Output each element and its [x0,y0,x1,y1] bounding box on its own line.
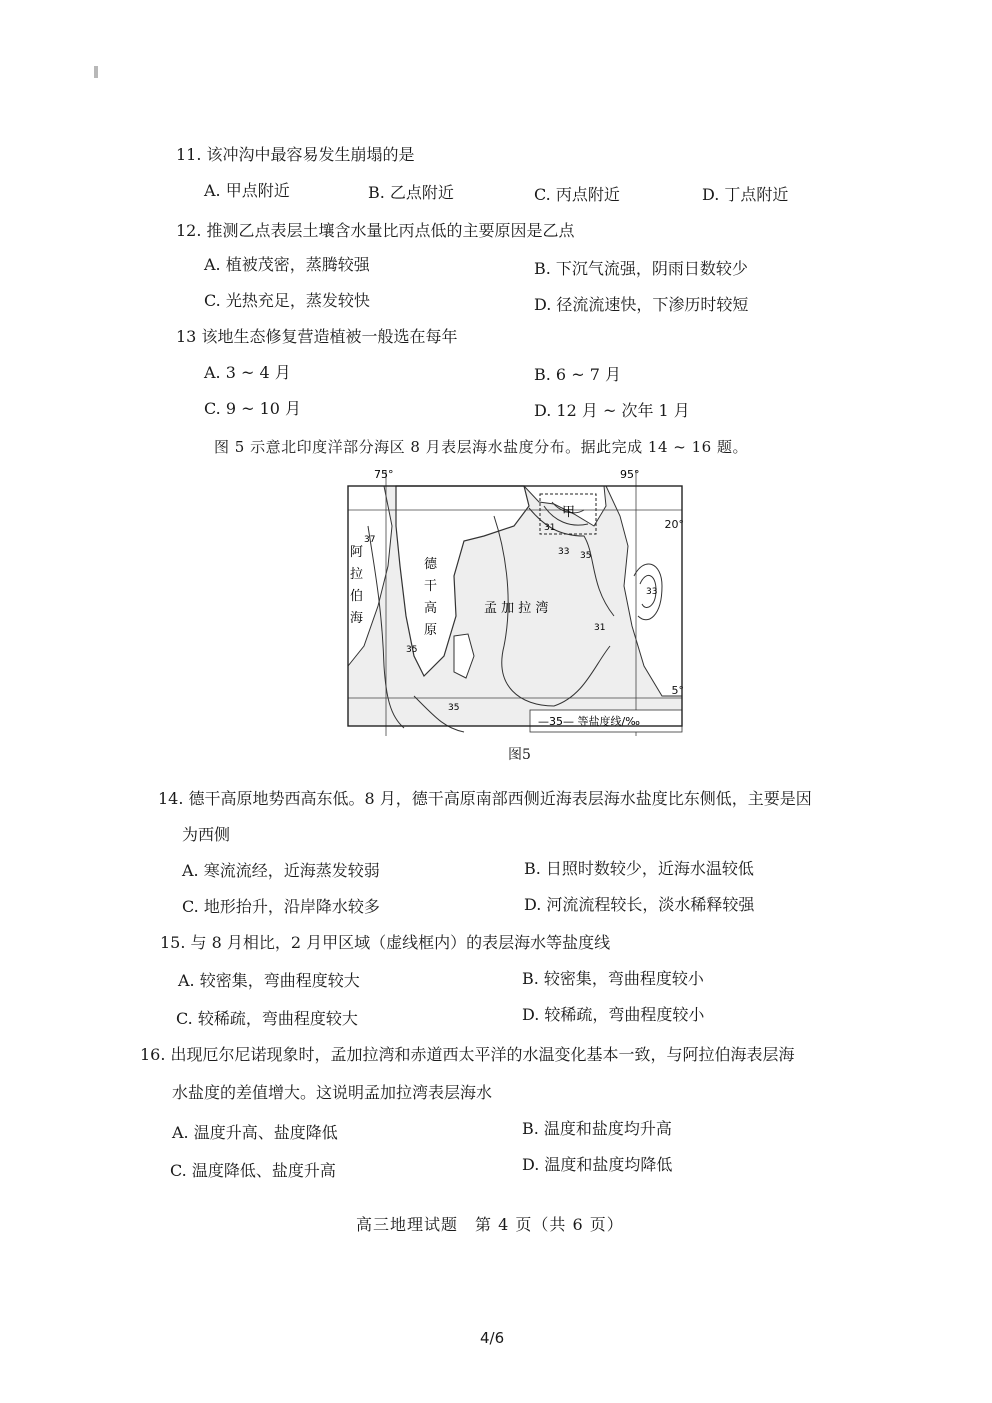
label-deccan-2: 干 [424,579,438,594]
question-16-option-c[interactable]: C. 温度降低、盐度升高 [170,1161,336,1180]
region-jia-label: 甲 [562,505,576,520]
label-arabian-sea-3: 伯 [350,589,364,604]
lat-label-20: 20° [664,518,684,531]
question-13-option-b[interactable]: B. 6 ~ 7 月 [534,365,621,384]
question-11-option-a[interactable]: A. 甲点附近 [204,181,290,200]
isohaline-value: 35 [580,551,592,561]
question-15-option-a[interactable]: A. 较密集，弯曲程度较大 [178,971,360,990]
figure-caption: 图5 [508,747,531,763]
label-deccan-4: 原 [424,623,438,638]
question-14-option-c[interactable]: C. 地形抬升，沿岸降水较多 [182,897,380,916]
lon-label-95: 95° [620,468,640,481]
page-number: 4/6 [480,1329,505,1347]
lon-label-75: 75° [374,468,394,481]
isohaline-value: 37 [364,535,376,545]
question-12-stem: 12. 推测乙点表层土壤含水量比丙点低的主要原因是乙点 [176,221,575,240]
question-16-option-a[interactable]: A. 温度升高、盐度降低 [172,1123,338,1142]
label-arabian-sea-4: 海 [350,611,364,626]
question-11-option-c[interactable]: C. 丙点附近 [534,185,620,204]
label-arabian-sea-1: 阿 [350,545,364,560]
question-15-option-c[interactable]: C. 较稀疏，弯曲程度较大 [176,1009,358,1028]
page-footer: 高三地理试题 第 4 页（共 6 页） [356,1215,624,1234]
question-12-option-b[interactable]: B. 下沉气流强，阴雨日数较少 [534,259,748,278]
legend-text: —35— 等盐度线/‰ [538,715,640,728]
question-14-option-a[interactable]: A. 寒流流经，近海蒸发较弱 [182,861,380,880]
isohaline-value: 35 [448,703,460,713]
salinity-map [344,466,690,740]
question-12-option-c[interactable]: C. 光热充足，蒸发较快 [204,291,370,310]
question-15-stem: 15. 与 8 月相比，2 月甲区域（虚线框内）的表层海水等盐度线 [160,933,611,952]
question-16-option-d[interactable]: D. 温度和盐度均降低 [522,1155,673,1174]
lat-label-5: 5° [671,684,684,697]
question-14-option-b[interactable]: B. 日照时数较少，近海水温较低 [524,859,754,878]
label-deccan-3: 高 [424,601,438,616]
question-14-stem: 14. 德干高原地势西高东低。8 月，德干高原南部西侧近海表层海水盐度比东侧低，主要是因 [158,789,812,808]
isohaline-value: 33 [558,547,570,557]
question-15-option-b[interactable]: B. 较密集，弯曲程度较小 [522,969,704,988]
question-13-option-d[interactable]: D. 12 月 ~ 次年 1 月 [534,401,690,420]
scan-artifact [94,66,98,78]
question-16-stem-cont: 水盐度的差值增大。这说明孟加拉湾表层海水 [172,1083,493,1102]
question-15-option-d[interactable]: D. 较稀疏，弯曲程度较小 [522,1005,705,1024]
question-13-option-a[interactable]: A. 3 ~ 4 月 [204,363,291,382]
label-deccan-1: 德 [424,557,438,572]
label-bay-of-bengal: 孟 加 拉 湾 [484,601,549,616]
question-11-stem: 11. 该冲沟中最容易发生崩塌的是 [176,145,415,164]
question-12-option-a[interactable]: A. 植被茂密，蒸腾较强 [204,255,370,274]
question-16-option-b[interactable]: B. 温度和盐度均升高 [522,1119,672,1138]
isohaline-value: 35 [406,645,418,655]
question-14-option-d[interactable]: D. 河流流程较长，淡水稀释较强 [524,895,755,914]
isohaline-value: 33 [646,587,658,597]
question-12-option-d[interactable]: D. 径流流速快，下渗历时较短 [534,295,749,314]
isohaline-value: 31 [594,623,606,633]
question-16-stem: 16. 出现厄尔尼诺现象时，孟加拉湾和赤道西太平洋的水温变化基本一致，与阿拉伯海表层海 [140,1045,795,1064]
question-13-option-c[interactable]: C. 9 ~ 10 月 [204,399,302,418]
question-13-stem: 13 该地生态修复营造植被一般选在每年 [176,327,458,346]
question-11-option-d[interactable]: D. 丁点附近 [702,185,789,204]
label-arabian-sea-2: 拉 [350,567,364,582]
figure-intro: 图 5 示意北印度洋部分海区 8 月表层海水盐度分布。据此完成 14 ~ 16 题。 [214,438,748,456]
isohaline-value: 31 [544,523,556,533]
question-11-option-b[interactable]: B. 乙点附近 [368,183,454,202]
question-14-stem-cont: 为西侧 [182,825,231,844]
